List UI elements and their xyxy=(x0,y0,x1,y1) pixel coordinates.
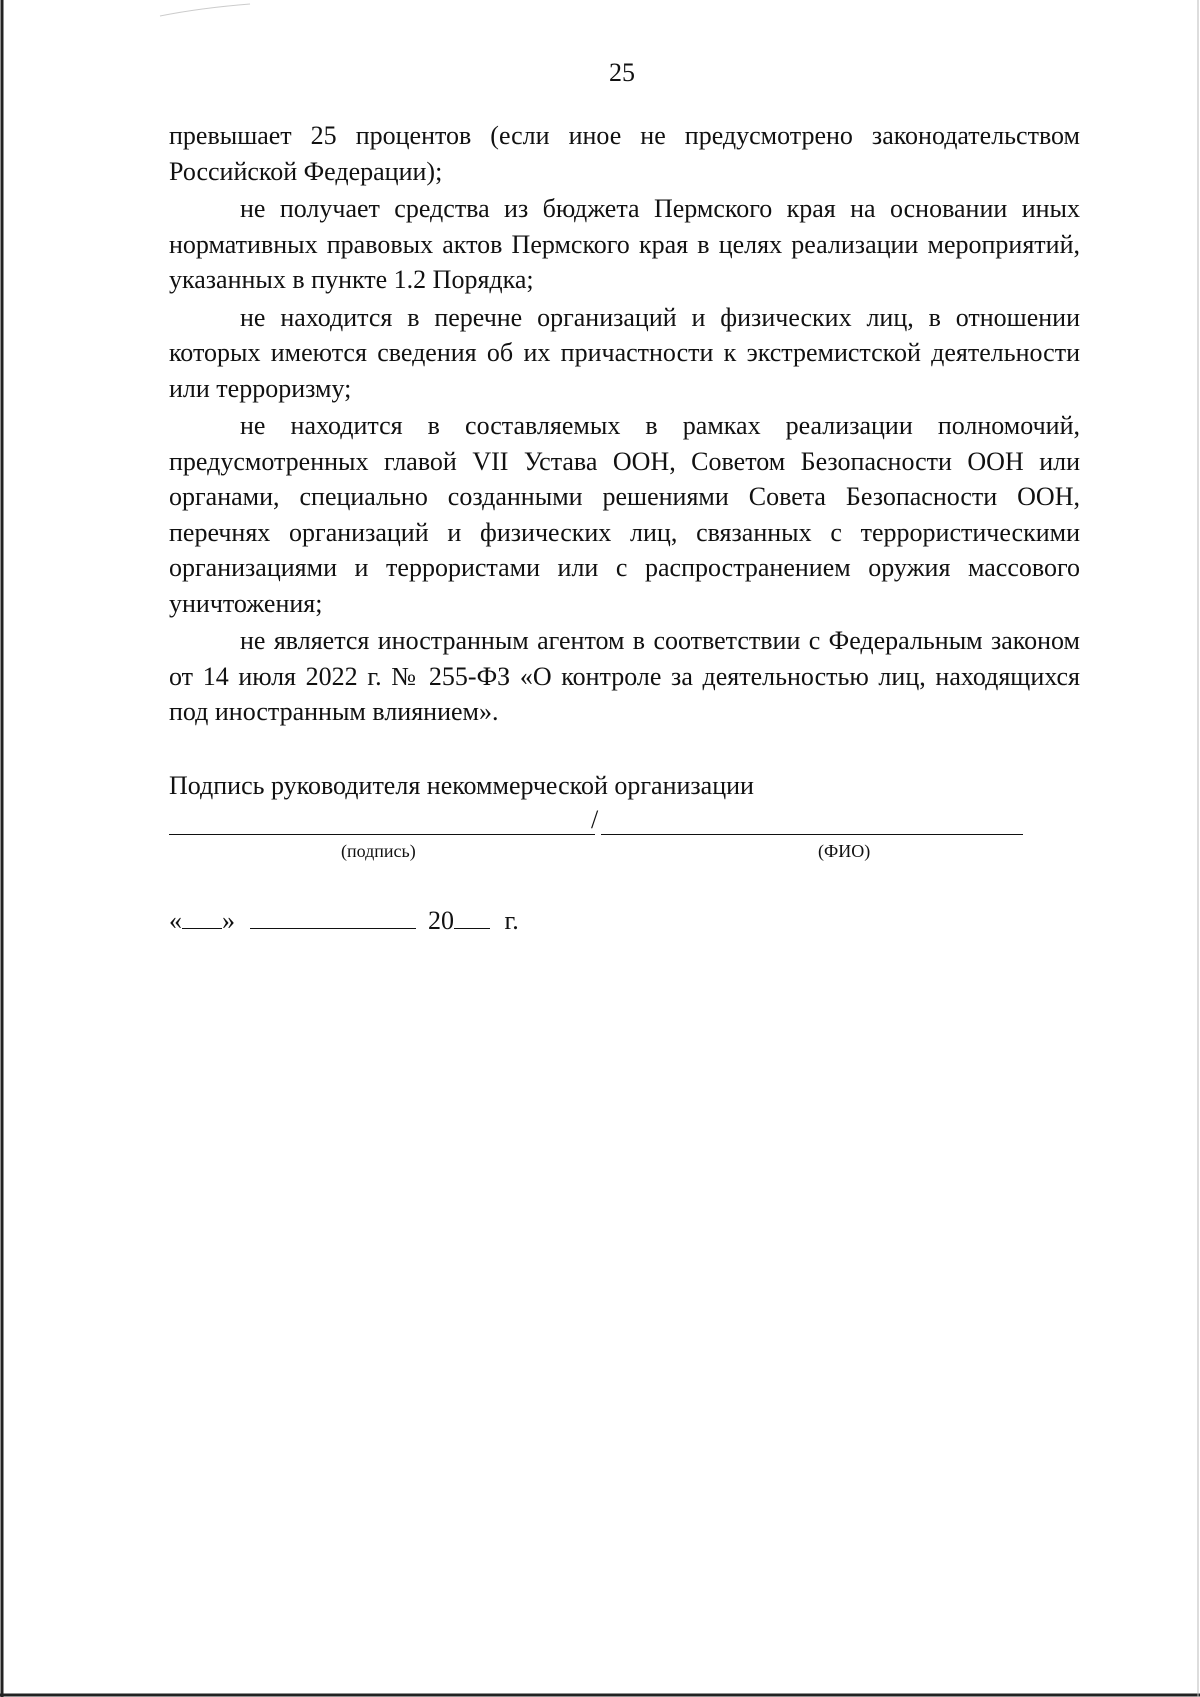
year-suffix: г. xyxy=(504,906,519,935)
date-open-quote: « xyxy=(169,906,182,935)
full-name-caption: (ФИО) xyxy=(818,841,871,861)
signature-heading: Подпись руководителя некоммерческой организации xyxy=(169,771,754,800)
paragraph-no-budget-funds: не получает средства из бюджета Пермского края на основании иных нормативных правовых актов Пермского края в целях реализации мероприятий, указанных в пункте 1.2 Порядка; xyxy=(169,194,1080,294)
year-prefix: 20 xyxy=(428,906,454,935)
signature-blank-line xyxy=(169,834,595,835)
date-close-quote: » xyxy=(222,906,235,935)
month-blank xyxy=(250,904,416,929)
date-row xyxy=(169,904,519,936)
day-blank xyxy=(182,904,222,929)
full-name-blank-line xyxy=(601,834,1023,835)
year-blank xyxy=(454,904,490,929)
paragraph-not-extremist-list: не находится в перечне организаций и физических лиц, в отношении которых имеются сведения об их причастности к экстремистской деятельности или терроризму; xyxy=(169,302,1080,403)
signature-caption: (подпись) xyxy=(341,841,416,861)
document-body xyxy=(169,118,1080,732)
paragraph-not-un-sanctions-list: не находится в составляемых в рамках реализации полномочий, предусмотренных главой VII Устава ООН, Советом Безопасности ООН или органами, специально созданными решениями Совета Безопасности ООН, перечнях организаций и физических лиц, связанных с террористическими организациями и террористами или с распространением оружия массового уничтожения; xyxy=(169,411,1080,618)
paragraph-share-limit: превышает 25 процентов (если иное не предусмотрено законодательством Российской Федерации); xyxy=(169,121,1080,186)
signature-separator: / xyxy=(591,805,599,834)
page-number: 25 xyxy=(609,58,635,87)
paragraph-not-foreign-agent: не является иностранным агентом в соответствии с Федеральным законом от 14 июля 2022 г. № 255-ФЗ «О контроле за деятельностью лиц, находящихся под иностранным влиянием». xyxy=(169,626,1080,726)
